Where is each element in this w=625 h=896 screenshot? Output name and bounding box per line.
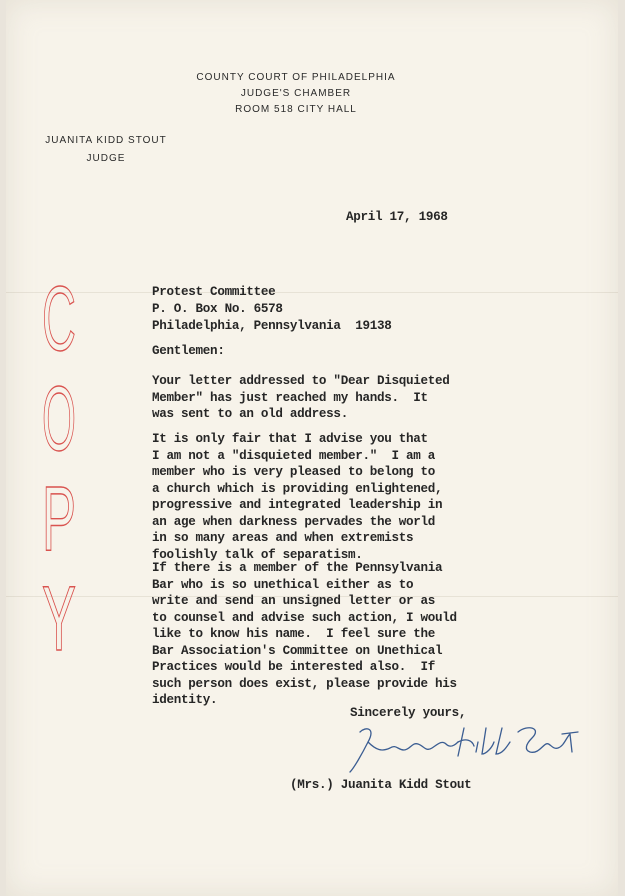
letter-date: April 17, 1968 [346, 210, 448, 224]
paragraph-1 [152, 373, 532, 423]
paragraph-line: was sent to an old address. [152, 407, 348, 421]
paragraph-line: It is only fair that I advise you that [152, 432, 428, 446]
paragraph-line: Your letter addressed to "Dear Disquieted [152, 374, 450, 388]
judge-title: JUDGE [86, 153, 126, 164]
paragraph-line: Bar who is so unethical either as to [152, 577, 414, 592]
closing: Sincerely yours, [350, 706, 467, 720]
letterhead [156, 70, 436, 118]
paragraph-line: Bar Association's Committee on Unethical [152, 643, 443, 658]
judge-name: JUANITA KIDD STOUT [45, 135, 167, 146]
recipient-address [152, 284, 392, 335]
copy-stamp-letter: O [42, 368, 76, 470]
paragraph-line: in so many areas and when extremists [152, 531, 414, 545]
paragraph-3 [152, 560, 532, 709]
paragraph-line: member who is very pleased to belong to [152, 465, 436, 479]
letterhead-line: ROOM 518 CITY HALL [235, 104, 357, 115]
address-line: Philadelphia, Pennsylvania 19138 [152, 319, 392, 333]
paragraph-line: identity. [152, 693, 218, 707]
paragraph-2 [152, 431, 532, 563]
salutation: Gentlemen: [152, 344, 225, 358]
letterhead-line: JUDGE'S CHAMBER [240, 88, 352, 99]
paragraph-line: foolishly talk of separatism. [152, 547, 363, 562]
paragraph-line: If there is a member of the Pennsylvania [152, 561, 443, 575]
paragraph-line: progressive and integrated leadership in [152, 498, 443, 512]
paragraph-line: write and send an unsigned letter or as [152, 594, 436, 608]
paragraph-line: to counsel and advise such action, I would [152, 610, 457, 625]
handwritten-signature [346, 720, 581, 780]
letter-page [6, 0, 618, 896]
paragraph-line: Practices would be interested also. If [152, 660, 436, 674]
paragraph-line: I am not a "disquieted member." I am a [152, 448, 436, 463]
address-line: P. O. Box No. 6578 [152, 302, 283, 316]
copy-stamp [34, 268, 84, 670]
paragraph-line: like to know his name. I feel sure the [152, 627, 436, 641]
typed-signature-name: (Mrs.) Juanita Kidd Stout [290, 778, 472, 792]
paragraph-line: a church which is providing enlightened, [152, 481, 443, 496]
paragraph-line: Member" has just reached my hands. It [152, 390, 428, 405]
judge-block [36, 132, 176, 168]
copy-stamp-letter: P [42, 468, 76, 570]
copy-stamp-letter: C [42, 268, 76, 370]
copy-stamp-letter: Y [42, 568, 76, 670]
address-line: Protest Committee [152, 285, 276, 299]
paragraph-line: such person does exist, please provide his [152, 676, 457, 691]
letterhead-line: COUNTY COURT OF PHILADELPHIA [196, 72, 396, 83]
paragraph-line: an age when darkness pervades the world [152, 514, 436, 529]
